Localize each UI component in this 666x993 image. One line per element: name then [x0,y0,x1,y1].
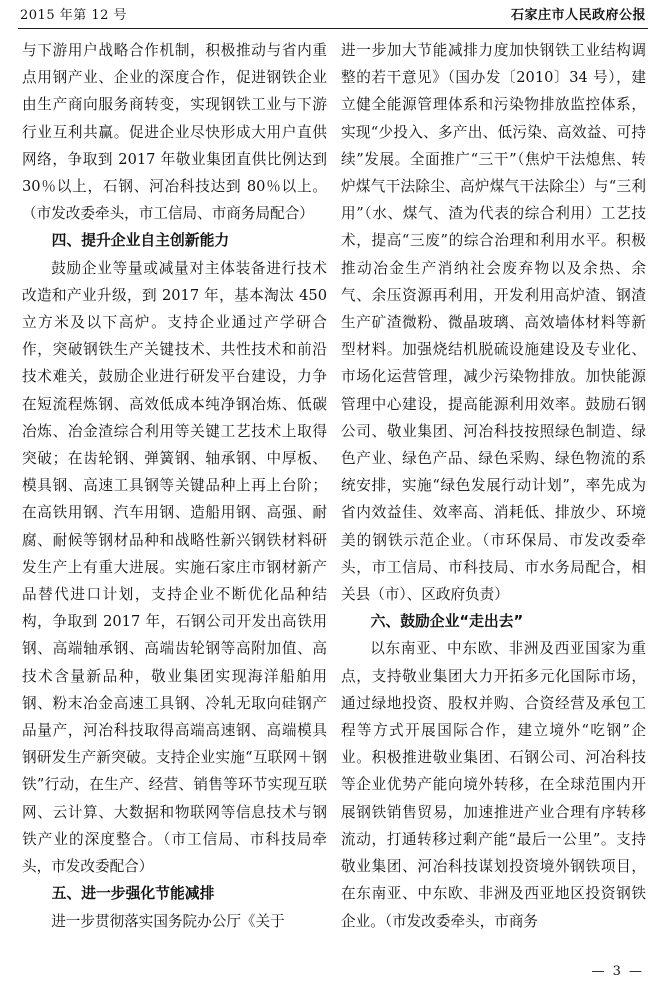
publication-title: 石家庄市人民政府公报 [510,8,646,23]
paragraph: 与下游用户战略合作机制，积极推动与省内重点用钢产业、企业的深度合作，促进钢铁企业由生产商向服务商转变，实现钢铁工业与下游行业互利共赢。促进企业尽快形成大用户直供网络，争取到 2017 年敬业集团直供比例达到 30％以上，石钢、河冶科技达到 80％以上。（市发改委牵头，市工信局、市商务局配合） [22,42,327,223]
paragraph: 鼓励企业等量或减量对主体装备进行技术改造和产业升级，到 2017 年，基本淘汰 450 立方米及以下高炉。支持企业通过产学研合作，突破钢铁生产关键技术、共性技术和前沿技术难关，鼓励企业进行研发平台建设，力争在短流程炼钢、高效低成本纯净钢冶炼、低碳冶炼、冶金渣综合利用等关键工艺技术上取得突破；在齿轮钢、弹簧钢、轴承钢、中厚板、模具钢、高速工具钢等关键品种上再上台阶；在高铁用钢、汽车用钢、造船用钢、高强、耐腐、耐候等钢材品种和战略性新兴钢铁材料研发生产上有重大进展。实施石家庄市钢材新产品替代进口计划，支持企业不断优化品种结构，争取到 2017 年，石钢公司开发出高铁用钢、高端轴承钢、高端齿轮钢等高附加值、高技术含量新品种，敬业集团实现海洋船舶用钢、粉末冶金高速工具钢、冷轧无取向硅钢产品量产，河冶科技取得高端高速钢、高端模具钢研发生产新突破。支持企业实施“互联网＋钢铁”行动，在生产、经营、销售等环节实现互联网、云计算、大数据和物联网等信息技术与钢铁产业的深度整合。（市工信局、市科技局牵头，市发改委配合） [22,259,327,876]
paragraph: 进一步加大节能减排力度加快钢铁工业结构调整的若干意见》（国办发〔2010〕34 号），建立健全能源管理体系和污染物排放监控体系，实现“少投入、多产出、低污染、高效益、可持续”发展。全面推广“三干”（焦炉干法熄焦、转炉煤气干法除尘、高炉煤气干法除尘）与“三利用”（水、煤气、渣为代表的综合利用）工艺技术，提高“三废”的综合治理和利用水平。积极推动冶金生产消纳社会废弃物以及余热、余气、余压资源再利用，开发利用高炉渣、钢渣生产矿渣微粉、微晶玻璃、高效墙体材料等新型材料。加强烧结机脱硫设施建设及专业化、市场化运营管理，减少污染物排放。加快能源管理中心建设，提高能源利用效率。鼓励石钢公司、敬业集团、河冶科技按照绿色制造、绿色产业、绿色产品、绿色采购、绿色物流的系统安排，实施“绿色发展行动计划”，率先成为省内效益佳、效率高、消耗低、排放少、环境美的钢铁示范企业。（市环保局、市发改委牵头，市工信局、市科技局、市水务局配合，相关县（市）、区政府负责） [341,42,646,604]
left-column [22,37,327,952]
paragraph: 以东南亚、中东欧、非洲及西亚国家为重点，支持敬业集团大力开拓多元化国际市场，通过绿地投资、股权并购、合资经营及承包工程等方式开展国际合作，建立境外“吃钢”企业。积极推进敬业集团、石钢公司、河冶科技等企业优势产能向境外转移，在全球范围内开展钢铁销售贸易，加速推进产业合理有序转移流动，打通转移过剩产能“最后一公里”。支持敬业集团、河冶科技谋划投资境外钢铁项目，在东南亚、中东欧、非洲及西亚地区投资钢铁企业。（市发改委牵头，市商务 [341,640,646,930]
right-column [341,37,646,952]
page-header [18,6,648,29]
page-number: — 3 — [591,964,644,979]
issue-label: 2015 年第 12 号 [20,8,128,23]
section-heading-5: 五、进一步强化节能减排 [51,885,215,903]
article-body [22,37,646,952]
section-heading-6: 六、鼓励企业“走出去” [370,613,524,631]
section-heading-4: 四、提升企业自主创新能力 [51,232,230,250]
paragraph: 进一步贯彻落实国务院办公厅《关于 [51,912,285,930]
